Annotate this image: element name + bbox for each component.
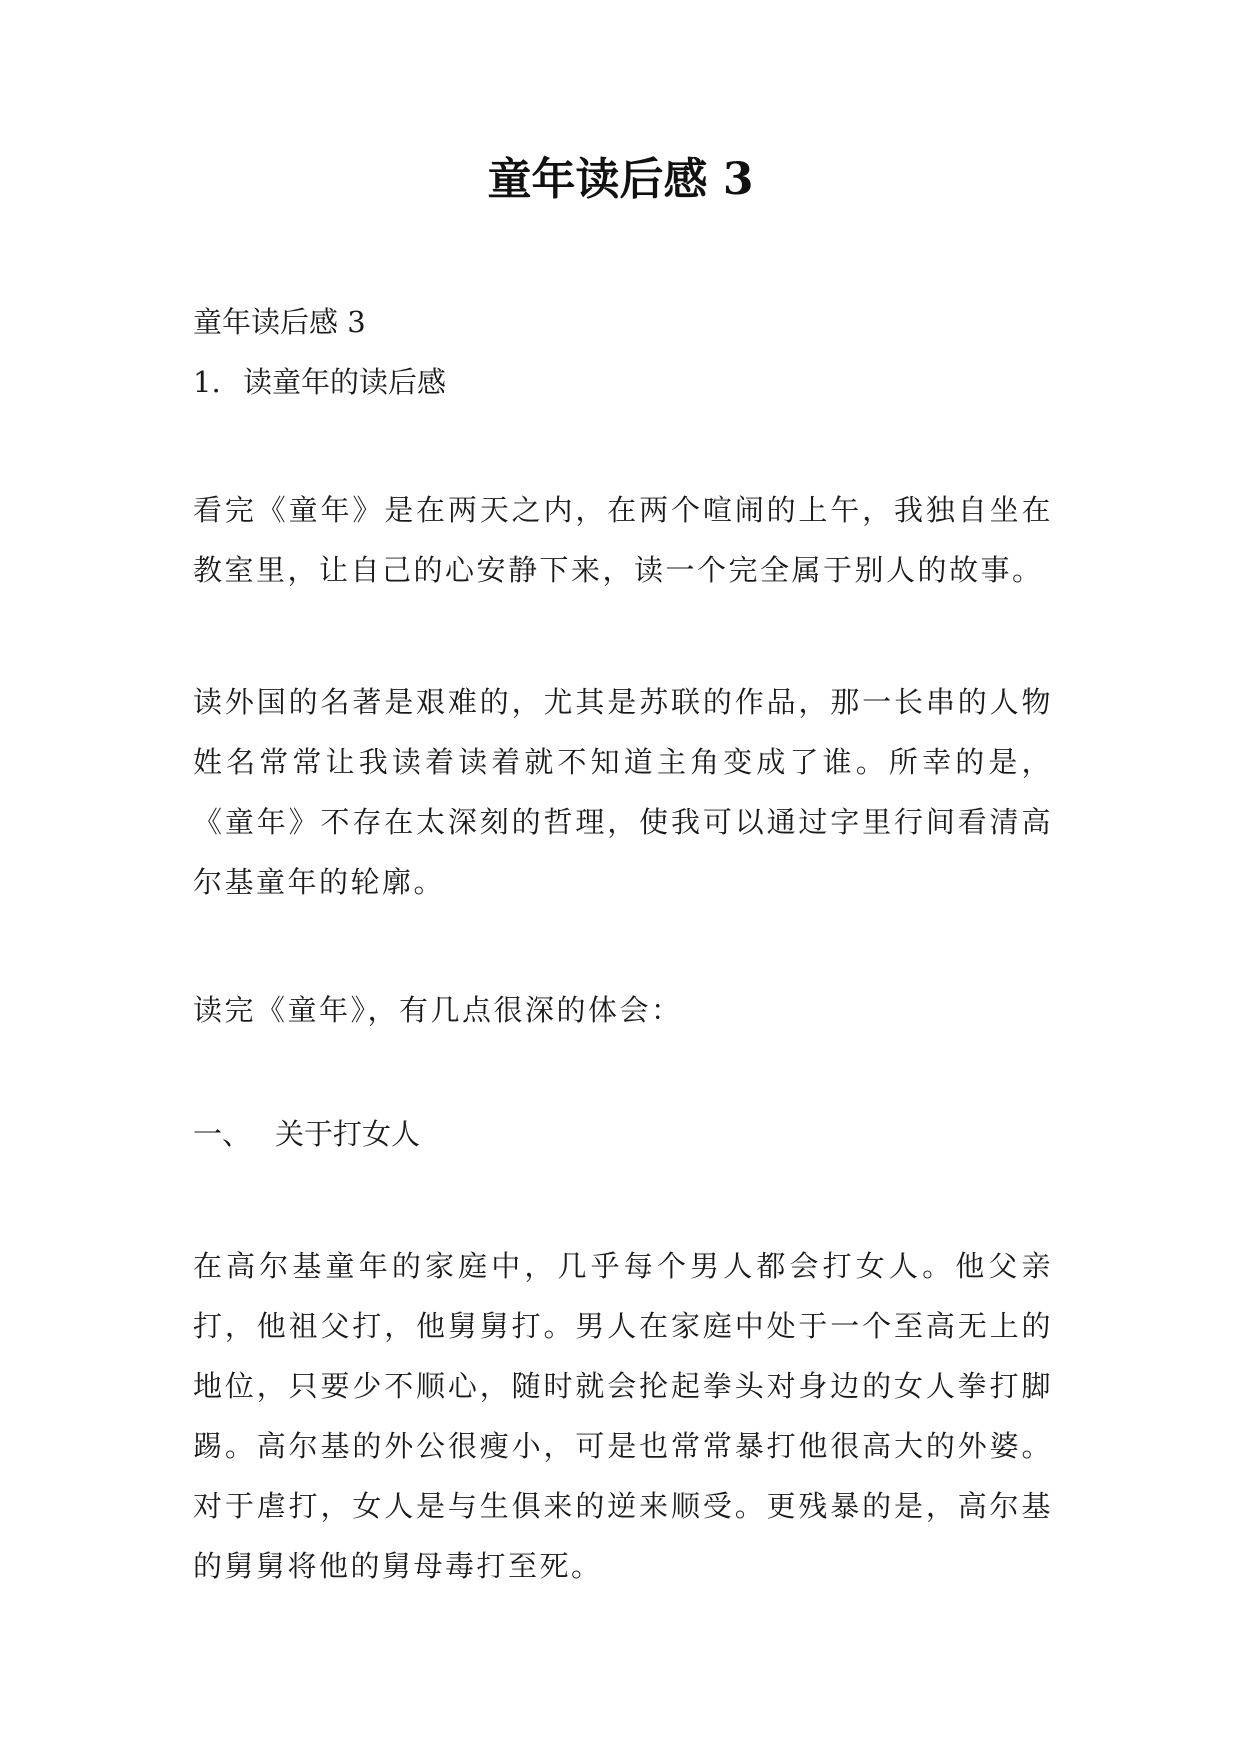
document-subtitle: 童年读后感 3 <box>193 305 366 339</box>
paragraph-3: 读完《童年》，有几点很深的体会： <box>193 993 683 1027</box>
paragraph-4: 在高尔基童年的家庭中，几乎每个男人都会打女人。他父亲打，他祖父打，他舅舅打。男人在家庭中处于一个至高无上的地位，只要少不顺心，随时就会抡起拳头对身边的女人拳打脚踢。高尔基的外公很瘦小，可是也常常暴打他很高大的外婆。对于虐打，女人是与生俱来的逆来顺受。更残暴的是，高尔基的舅舅将他的舅母毒打至死。 <box>193 1249 1053 1583</box>
document-body <box>193 292 1053 1596</box>
section-title: 关于打女人 <box>275 1117 421 1151</box>
paragraph-1: 看完《童年》是在两天之内，在两个喧闹的上午，我独自坐在教室里，让自己的心安静下来，读一个完全属于别人的故事。 <box>193 493 1053 587</box>
item-number: 1. <box>193 365 221 399</box>
numbered-item <box>193 352 1053 412</box>
item-label: 读童年的读后感 <box>243 365 447 399</box>
section-number: 一、 <box>193 1117 252 1151</box>
paragraph-2: 读外国的名著是艰难的，尤其是苏联的作品，那一长串的人物姓名常常让我读着读着就不知道主角变成了谁。所幸的是，《童年》不存在太深刻的哲理，使我可以通过字里行间看清高尔基童年的轮廓。 <box>193 685 1053 899</box>
document-title: 童年读后感 3 <box>487 154 754 205</box>
section-heading <box>193 1104 1053 1164</box>
